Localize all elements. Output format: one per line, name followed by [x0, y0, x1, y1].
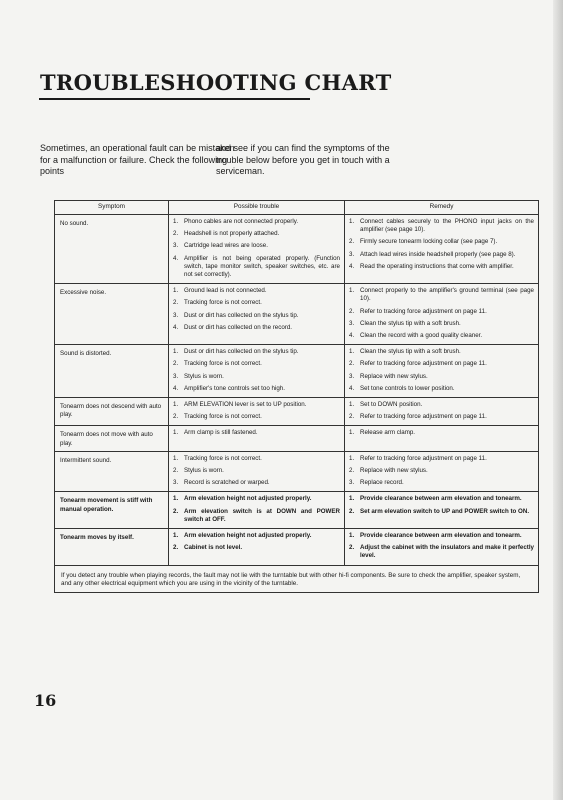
remedy-list — [349, 218, 534, 271]
remedy-list — [349, 287, 534, 340]
remedy-text: Firmly secure tonearm locking collar (see page 7). — [360, 238, 498, 246]
trouble-text: Headshell is not properly attached. — [184, 230, 280, 238]
trouble-number: 2. — [173, 299, 179, 307]
symptom-cell: Tonearm does not move with auto play. — [55, 426, 169, 451]
trouble-item — [173, 218, 340, 226]
possible-trouble-cell — [169, 426, 345, 451]
trouble-item — [173, 532, 340, 540]
trouble-number: 2. — [173, 507, 179, 515]
trouble-item — [173, 455, 340, 463]
trouble-list — [173, 429, 340, 437]
remedy-list — [349, 455, 534, 488]
remedy-text: Connect cables securely to the PHONO input jacks on the amplifier (see page 10). — [360, 218, 534, 234]
remedy-text: Clean the stylus tip with a soft brush. — [360, 348, 461, 356]
trouble-text: Amplifier's tone controls set too high. — [184, 384, 285, 392]
title-underline — [39, 98, 310, 100]
table-row — [55, 345, 539, 398]
remedy-number: 1. — [349, 495, 355, 503]
table-row — [55, 398, 539, 426]
trouble-number: 1. — [173, 429, 179, 437]
trouble-list — [173, 218, 340, 279]
trouble-number: 3. — [173, 479, 179, 487]
remedy-text: Clean the record with a good quality cleaner. — [360, 332, 483, 340]
trouble-item — [173, 385, 340, 393]
trouble-number: 1. — [173, 218, 179, 225]
table-row — [55, 284, 539, 345]
remedy-item — [349, 467, 534, 475]
possible-trouble-cell — [169, 284, 345, 345]
remedy-text: Adjust the cabinet with the insulators and make it perfectly level. — [360, 544, 534, 560]
remedy-text: Refer to tracking force adjustment on page 11. — [360, 307, 487, 315]
trouble-list — [173, 401, 340, 421]
table-row — [55, 529, 539, 566]
possible-trouble-cell — [169, 345, 345, 398]
remedy-number: 4. — [349, 384, 355, 392]
possible-trouble-cell — [169, 451, 345, 492]
trouble-text: ARM ELEVATION lever is set to UP position. — [184, 401, 307, 409]
remedy-number: 4. — [349, 262, 355, 270]
trouble-number: 4. — [173, 323, 179, 331]
troubleshooting-table — [54, 200, 539, 593]
symptom-cell: Intermittent sound. — [55, 451, 169, 492]
trouble-number: 2. — [173, 467, 179, 475]
remedy-number: 1. — [349, 287, 355, 295]
trouble-item — [173, 467, 340, 475]
trouble-text: Arm elevation height not adjusted properly. — [184, 495, 312, 503]
remedy-cell — [345, 529, 539, 566]
remedy-text: Clean the stylus tip with a soft brush. — [360, 319, 461, 327]
trouble-number: 4. — [173, 254, 179, 262]
trouble-text: Dust or dirt has collected on the record. — [184, 323, 292, 331]
remedy-number: 3. — [349, 250, 355, 258]
remedy-item — [349, 218, 534, 234]
trouble-text: Ground lead is not connected. — [184, 287, 267, 295]
trouble-item — [173, 299, 340, 307]
trouble-list — [173, 348, 340, 393]
remedy-text: Set arm elevation switch to UP and POWER switch to ON. — [360, 507, 530, 515]
remedy-number: 1. — [349, 454, 355, 462]
remedy-text: Replace with new stylus. — [360, 467, 428, 475]
trouble-number: 1. — [173, 348, 179, 356]
trouble-item — [173, 348, 340, 356]
remedy-item — [349, 238, 534, 246]
trouble-item — [173, 508, 340, 524]
possible-trouble-cell — [169, 492, 345, 529]
page-number: 16 — [34, 691, 57, 710]
remedy-number: 3. — [349, 372, 355, 380]
remedy-text: Provide clearance between arm elevation and tonearm. — [360, 495, 522, 503]
remedy-text: Set tone controls to lower position. — [360, 384, 455, 392]
trouble-text: Arm elevation switch is at DOWN and POWER switch at OFF. — [184, 507, 340, 523]
page-binding-edge — [553, 0, 563, 800]
remedy-item — [349, 401, 534, 409]
trouble-item — [173, 287, 340, 295]
remedy-number: 3. — [349, 319, 355, 327]
trouble-text: Tracking force is not correct. — [184, 413, 262, 421]
trouble-item — [173, 373, 340, 381]
possible-trouble-cell — [169, 215, 345, 284]
remedy-text: Refer to tracking force adjustment on page 11. — [360, 454, 487, 462]
trouble-text: Stylus is worn. — [184, 467, 224, 475]
symptom-cell: Tonearm moves by itself. — [55, 529, 169, 566]
remedy-text: Replace with new stylus. — [360, 372, 428, 380]
header-possible-trouble: Possible trouble — [169, 201, 345, 215]
remedy-cell — [345, 345, 539, 398]
trouble-number: 1. — [173, 287, 179, 295]
remedy-cell — [345, 284, 539, 345]
trouble-number: 3. — [173, 311, 179, 319]
trouble-number: 2. — [173, 544, 179, 552]
table-row — [55, 215, 539, 284]
trouble-item — [173, 324, 340, 332]
trouble-item — [173, 230, 340, 238]
possible-trouble-cell — [169, 529, 345, 566]
remedy-text: Provide clearance between arm elevation and tonearm. — [360, 532, 522, 540]
trouble-list — [173, 455, 340, 488]
remedy-number: 1. — [349, 429, 355, 437]
remedy-item — [349, 495, 534, 503]
remedy-number: 2. — [349, 238, 355, 246]
remedy-number: 2. — [349, 507, 355, 515]
remedy-item — [349, 508, 534, 516]
symptom-cell: Tonearm does not descend with auto play. — [55, 398, 169, 426]
remedy-item — [349, 332, 534, 340]
remedy-number: 4. — [349, 332, 355, 340]
trouble-text: Tracking force is not correct. — [184, 299, 262, 307]
remedy-list — [349, 495, 534, 515]
remedy-cell — [345, 451, 539, 492]
trouble-item — [173, 255, 340, 280]
remedy-text: Refer to tracking force adjustment on page 11. — [360, 413, 487, 421]
intro-text-left: Sometimes, an operational fault can be mistaken for a malfunction or failure. Check the following points — [40, 143, 235, 176]
remedy-number: 1. — [349, 401, 355, 409]
remedy-cell — [345, 398, 539, 426]
trouble-text: Tracking force is not correct. — [184, 454, 262, 462]
trouble-number: 3. — [173, 242, 179, 250]
trouble-number: 1. — [173, 532, 179, 540]
symptom-cell: Tonearm movement is stiff with manual operation. — [55, 492, 169, 529]
table-header-row — [55, 201, 539, 215]
trouble-item — [173, 401, 340, 409]
trouble-text: Arm clamp is still fastened. — [184, 429, 258, 437]
trouble-text: Phono cables are not connected properly. — [184, 218, 299, 225]
remedy-number: 1. — [349, 532, 355, 540]
table-row — [55, 426, 539, 451]
symptom-cell: No sound. — [55, 215, 169, 284]
remedy-item — [349, 320, 534, 328]
intro-text-right: and see if you can find the symptoms of the trouble below before you get in touch with a serviceman. — [216, 143, 390, 176]
trouble-item — [173, 242, 340, 250]
trouble-item — [173, 360, 340, 368]
symptom-cell: Sound is distorted. — [55, 345, 169, 398]
table-row — [55, 492, 539, 529]
remedy-item — [349, 385, 534, 393]
trouble-text: Cartridge lead wires are loose. — [184, 242, 268, 250]
remedy-number: 2. — [349, 413, 355, 421]
remedy-text: Attach lead wires inside headshell properly (see page 8). — [360, 250, 516, 258]
trouble-number: 2. — [173, 413, 179, 421]
remedy-cell — [345, 492, 539, 529]
remedy-text: Release arm clamp. — [360, 429, 416, 437]
trouble-text: Arm elevation height not adjusted properly. — [184, 532, 312, 540]
trouble-item — [173, 429, 340, 437]
trouble-number: 1. — [173, 401, 179, 409]
remedy-item — [349, 373, 534, 381]
remedy-cell — [345, 215, 539, 284]
page-title: TROUBLESHOOTING CHART — [40, 70, 392, 95]
trouble-list — [173, 495, 340, 524]
trouble-text: Dust or dirt has collected on the stylus tip. — [184, 348, 299, 356]
trouble-number: 1. — [173, 495, 179, 503]
trouble-item — [173, 312, 340, 320]
trouble-text: Dust or dirt has collected on the stylus tip. — [184, 311, 299, 319]
remedy-text: Refer to tracking force adjustment on page 11. — [360, 360, 487, 368]
trouble-item — [173, 495, 340, 503]
header-remedy: Remedy — [345, 201, 539, 215]
remedy-item — [349, 455, 534, 463]
remedy-item — [349, 308, 534, 316]
table-footnote: If you detect any trouble when playing records, the fault may not lie with the turntable but with other hi-fi components. Be sure to check the amplifier, speaker system, and any other electrical equipment which you are using in the vicinity of the turntable. — [55, 565, 539, 593]
trouble-item — [173, 544, 340, 552]
trouble-list — [173, 532, 340, 552]
remedy-item — [349, 413, 534, 421]
remedy-number: 1. — [349, 348, 355, 356]
remedy-text: Read the operating instructions that come with amplifier. — [360, 262, 514, 270]
trouble-list — [173, 287, 340, 332]
trouble-item — [173, 479, 340, 487]
remedy-list — [349, 401, 534, 421]
symptom-cell: Excessive noise. — [55, 284, 169, 345]
remedy-number: 2. — [349, 544, 355, 552]
remedy-item — [349, 544, 534, 560]
trouble-text: Tracking force is not correct. — [184, 360, 262, 368]
remedy-number: 3. — [349, 479, 355, 487]
remedy-list — [349, 429, 534, 437]
remedy-item — [349, 429, 534, 437]
remedy-list — [349, 348, 534, 393]
trouble-item — [173, 413, 340, 421]
trouble-number: 2. — [173, 360, 179, 368]
remedy-number: 2. — [349, 467, 355, 475]
remedy-item — [349, 348, 534, 356]
remedy-text: Replace record. — [360, 479, 404, 487]
possible-trouble-cell — [169, 398, 345, 426]
remedy-number: 2. — [349, 360, 355, 368]
table-row — [55, 451, 539, 492]
trouble-text: Amplifier is not being operated properly. (Function switch, tape monitor switch, speaker switches, etc. are not set correctly). — [184, 254, 340, 279]
remedy-text: Set to DOWN position. — [360, 401, 423, 409]
remedy-cell — [345, 426, 539, 451]
trouble-number: 4. — [173, 384, 179, 392]
trouble-number: 3. — [173, 372, 179, 380]
remedy-item — [349, 251, 534, 259]
trouble-text: Record is scratched or warped. — [184, 479, 270, 487]
remedy-item — [349, 532, 534, 540]
remedy-list — [349, 532, 534, 561]
header-symptom: Symptom — [55, 201, 169, 215]
remedy-text: Connect properly to the amplifier's ground terminal (see page 10). — [360, 287, 534, 303]
trouble-number: 2. — [173, 230, 179, 238]
remedy-item — [349, 360, 534, 368]
remedy-item — [349, 287, 534, 303]
remedy-item — [349, 263, 534, 271]
trouble-text: Stylus is worn. — [184, 372, 224, 380]
remedy-item — [349, 479, 534, 487]
trouble-text: Cabinet is not level. — [184, 544, 243, 552]
remedy-number: 2. — [349, 307, 355, 315]
remedy-number: 1. — [349, 218, 355, 225]
trouble-number: 1. — [173, 454, 179, 462]
